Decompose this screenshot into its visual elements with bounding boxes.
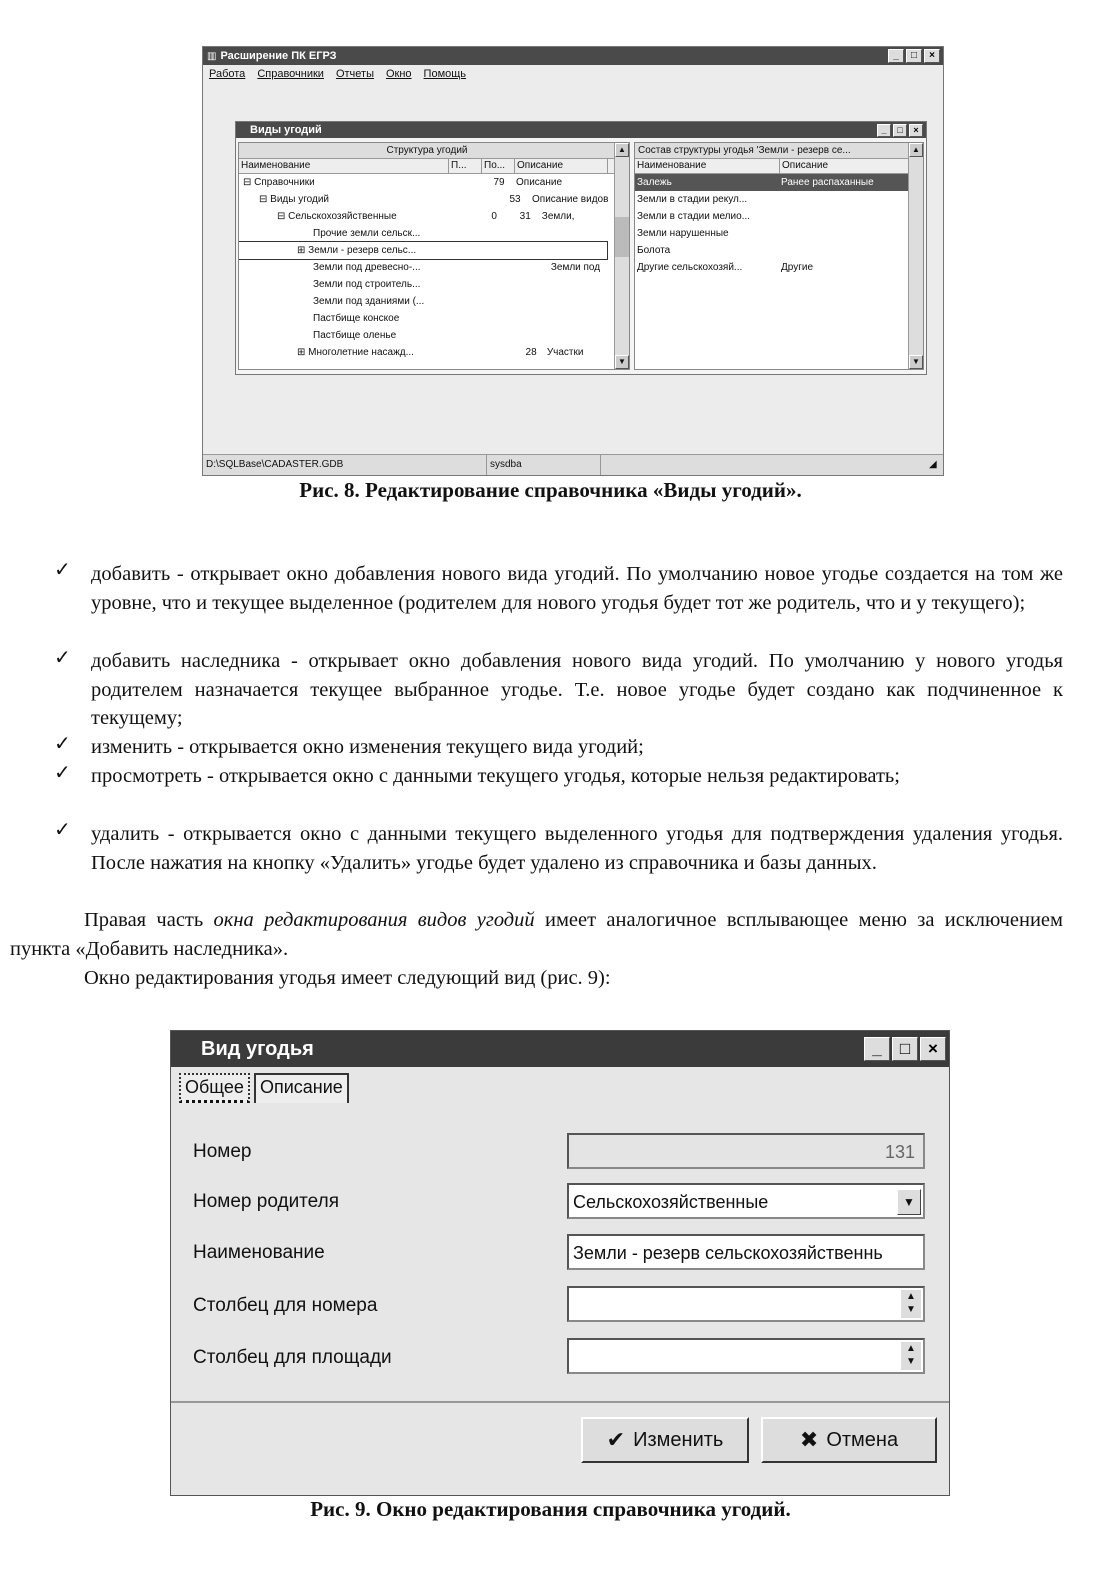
paragraph-window-intro: Окно редактирования угодья имеет следующий вид (рис. 9): [84, 967, 611, 989]
structure-caption: Структура угодий [239, 143, 615, 159]
check-icon: ✓ [54, 733, 71, 755]
menu-reports[interactable]: Отчеты [335, 68, 374, 80]
composition-row[interactable]: Болота [637, 245, 671, 256]
minimize-icon[interactable]: _ [888, 49, 904, 63]
tab-general[interactable]: Общее [179, 1073, 250, 1103]
divider [171, 1401, 949, 1403]
composition-header [635, 159, 909, 174]
col-desc[interactable]: Описание [515, 159, 608, 173]
inner-maximize-icon[interactable]: □ [893, 124, 907, 137]
app-title: Расширение ПК ЕГРЗ [220, 50, 337, 62]
tree-row[interactable]: Земли под древесно-... Земли под [313, 262, 601, 273]
maximize-icon[interactable]: □ [892, 1037, 918, 1061]
composition-row-selected[interactable]: Залежь Ранее распаханные [635, 174, 909, 191]
figure-9-caption: Рис. 9. Окно редактирования справочника угодий. [310, 1497, 791, 1521]
check-icon: ✓ [54, 647, 71, 669]
name-field[interactable]: Земли - резерв сельскохозяйственнь [567, 1234, 925, 1270]
scroll-down-icon[interactable]: ▼ [615, 355, 629, 369]
change-button[interactable]: ✔ Изменить [581, 1417, 749, 1463]
parent-value: Сельскохозяйственные [573, 1192, 769, 1212]
spinner-icon[interactable]: ▲ ▼ [901, 1290, 921, 1318]
paragraph-right-part: Правая часть окна редактирования видов угодий имеет аналогичное всплывающее меню за исключением пункта «Добавить наследника». [10, 909, 1063, 960]
dialog-titlebar [171, 1031, 949, 1067]
tree-row[interactable]: Пастбище оленье [313, 330, 397, 341]
tree-row[interactable]: ⊞ Многолетние насажд... 28 Участки [297, 347, 584, 358]
tree-header [239, 159, 615, 174]
col-desc[interactable]: Описание [780, 159, 909, 173]
composition-row[interactable]: Земли нарушенные [637, 228, 729, 239]
menu-references[interactable]: Справочники [257, 68, 324, 80]
tree-row[interactable]: Земли под строитель... [313, 279, 421, 290]
figure-8-window [202, 46, 944, 476]
col-name[interactable]: Наименование [635, 159, 780, 173]
label-number: Номер [193, 1141, 252, 1162]
tree-row[interactable]: Пастбище конское [313, 313, 400, 324]
tab-strip [171, 1067, 949, 1103]
check-icon: ✓ [54, 819, 71, 841]
composition-row[interactable]: Земли в стадии мелио... [637, 211, 751, 222]
tree-row[interactable]: ⊟ Справочники 79 Описание [243, 177, 563, 188]
area-column-stepper[interactable] [567, 1338, 925, 1374]
inner-title: Виды угодий [250, 124, 322, 136]
composition-row[interactable]: Другие сельскохозяй... Другие [637, 262, 814, 273]
close-icon[interactable]: × [920, 1037, 946, 1061]
menu-help[interactable]: Помощь [423, 68, 467, 80]
tree-row[interactable]: Земли под зданиями (... [313, 296, 425, 307]
col-po[interactable]: По... [482, 159, 515, 173]
tree-row[interactable]: ⊟ Виды угодий 53 Описание видов [259, 194, 609, 205]
scroll-thumb[interactable] [615, 217, 629, 257]
list-item-add: добавить - открывает окно добавления нового вида угодий. По умолчанию новое угодье создается на том же уровне, что и текущее выделенное (родителем для нового угодья будет тот же родитель, что и у текущего); [91, 563, 1063, 614]
list-item-edit: изменить - открывается окно изменения текущего вида угодий; [91, 736, 644, 758]
land-types-window [235, 121, 927, 375]
structure-tree-pane[interactable] [238, 142, 630, 370]
cross-icon: ✖ [799, 1427, 819, 1452]
menu-window[interactable]: Окно [385, 68, 412, 80]
resize-grip-icon[interactable]: ◢ [929, 459, 937, 470]
list-item-view: просмотреть - открывается окно с данными текущего угодья, которые нельзя редактировать; [91, 765, 900, 787]
app-titlebar [203, 47, 943, 65]
composition-row[interactable]: Земли в стадии рекул... [637, 194, 748, 205]
close-icon[interactable]: × [924, 49, 940, 63]
scroll-down-icon[interactable]: ▼ [909, 355, 923, 369]
chevron-down-icon[interactable]: ▼ [897, 1189, 921, 1215]
scroll-up-icon[interactable]: ▲ [615, 143, 629, 157]
label-area-column: Столбец для площади [193, 1347, 392, 1368]
col-p[interactable]: П... [449, 159, 482, 173]
tree-rows [239, 174, 629, 361]
col-name[interactable]: Наименование [239, 159, 449, 173]
parent-select[interactable] [567, 1183, 925, 1219]
list-item-delete: удалить - открывается окно с данными текущего выделенного угодья для подтверждения удаления угодья. После нажатия на кнопку «Удалить» угодье будет удалено из справочника и базы данных. [91, 823, 1063, 874]
tree-row[interactable]: ⊟ Сельскохозяйственные 0 31 Земли, [277, 211, 575, 222]
check-icon: ✔ [606, 1427, 626, 1452]
check-icon: ✓ [54, 762, 71, 784]
number-column-stepper[interactable] [567, 1286, 925, 1322]
app-icon: ▥ [207, 50, 217, 62]
menubar [203, 65, 943, 83]
tab-description[interactable]: Описание [254, 1073, 349, 1103]
tree-row-selected[interactable]: ⊞ Земли - резерв сельс... [239, 242, 629, 259]
status-extra [601, 455, 926, 475]
inner-close-icon[interactable]: × [909, 124, 923, 137]
cancel-button[interactable]: ✖ Отмена [761, 1417, 937, 1463]
status-db-path: D:\SQLBase\CADASTER.GDB [203, 455, 487, 475]
composition-pane[interactable] [634, 142, 924, 370]
inner-minimize-icon[interactable]: _ [877, 124, 891, 137]
check-icon: ✓ [54, 559, 71, 581]
status-user: sysdba [487, 455, 601, 475]
scroll-up-icon[interactable]: ▲ [909, 143, 923, 157]
dialog-title: Вид угодья [201, 1037, 314, 1060]
tree-scrollbar[interactable] [614, 143, 629, 369]
number-field: 131 [567, 1133, 925, 1169]
statusbar [203, 454, 943, 475]
label-name: Наименование [193, 1242, 325, 1263]
menu-work[interactable]: Работа [209, 68, 246, 80]
label-parent-number: Номер родителя [193, 1191, 339, 1212]
maximize-icon[interactable]: □ [906, 49, 922, 63]
minimize-icon[interactable]: _ [864, 1037, 890, 1061]
label-number-column: Столбец для номера [193, 1295, 378, 1316]
list-item-add-child: добавить наследника - открывает окно добавления нового вида угодий. По умолчанию у нового угодья родителем назначается текущее выбранное угодье. Т.е. новое угодье будет создано как подчиненное к текущему; [91, 650, 1063, 730]
figure-9-window [170, 1030, 950, 1496]
composition-rows [635, 174, 923, 276]
inner-titlebar [236, 122, 926, 138]
tree-row[interactable]: Прочие земли сельск... [313, 228, 421, 239]
composition-caption: Состав структуры угодья 'Земли - резерв се... [635, 143, 909, 159]
figure-8-caption: Рис. 8. Редактирование справочника «Виды угодий». [299, 478, 802, 502]
spinner-icon[interactable]: ▲ ▼ [901, 1342, 921, 1370]
composition-scrollbar[interactable] [908, 143, 923, 369]
